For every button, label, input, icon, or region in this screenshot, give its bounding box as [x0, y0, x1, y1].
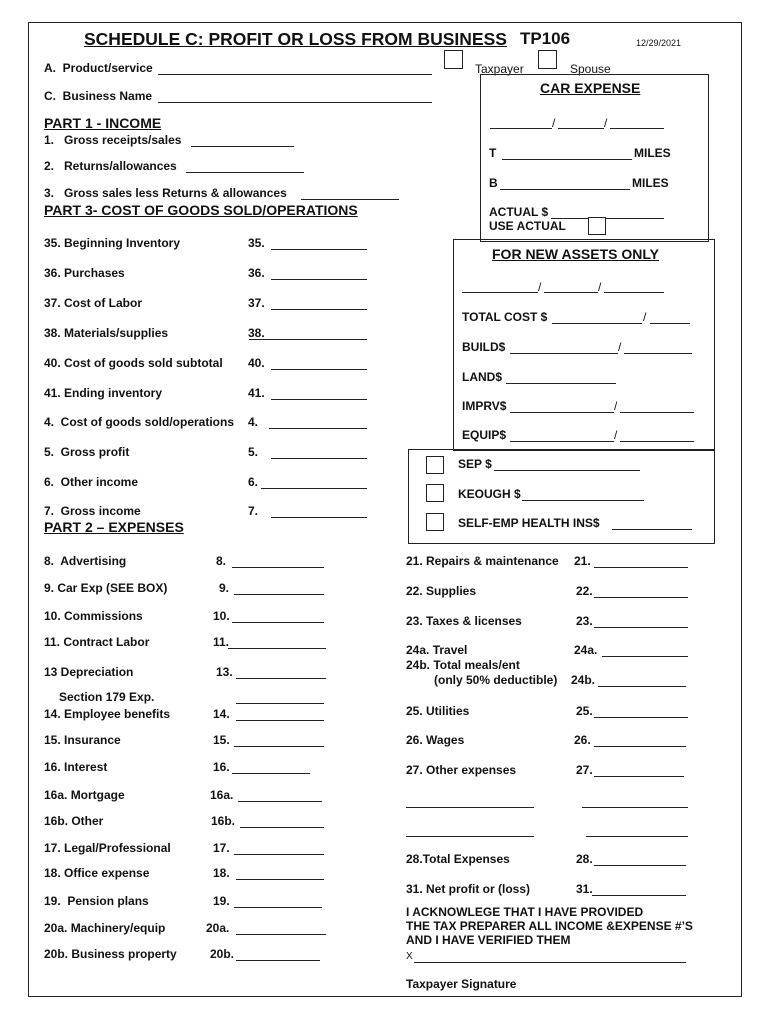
- expense-label: 16. Interest: [44, 760, 108, 774]
- build-label: BUILD$: [462, 340, 506, 354]
- expense-label: 28.Total Expenses: [406, 852, 510, 866]
- expense-amount-field[interactable]: [236, 678, 326, 679]
- cogs-amount-field[interactable]: [271, 458, 367, 459]
- product-field[interactable]: [158, 74, 432, 75]
- ack-line-3: AND I HAVE VERIFIED THEM: [406, 933, 571, 947]
- asset-date-part1[interactable]: [462, 292, 538, 293]
- expense-label: 25. Utilities: [406, 704, 470, 718]
- car-actual-field[interactable]: [551, 218, 664, 219]
- expense-amount-field[interactable]: [236, 934, 326, 935]
- business-name-label: C. Business Name: [44, 89, 153, 103]
- expense-label: 10. Commissions: [44, 609, 143, 623]
- cogs-label: 4. Cost of goods sold/operations: [44, 415, 235, 429]
- keough-field[interactable]: [522, 500, 644, 501]
- expense-amount-field[interactable]: [602, 656, 688, 657]
- expense-line-number: 17.: [213, 841, 230, 855]
- expense-line-number: 14.: [213, 707, 230, 721]
- cogs-line-number: 38.: [248, 326, 265, 340]
- expense-label: 11. Contract Labor: [44, 635, 150, 649]
- expense-label: 22. Supplies: [406, 584, 477, 598]
- equip-slash: /: [614, 428, 618, 442]
- expense-amount-field[interactable]: [232, 622, 324, 623]
- cogs-label: 5. Gross profit: [44, 445, 130, 459]
- expense-amount-field[interactable]: [232, 773, 310, 774]
- expense-label: 23. Taxes & licenses: [406, 614, 522, 628]
- asset-date-part2[interactable]: [544, 292, 598, 293]
- cogs-label: 37. Cost of Labor: [44, 296, 143, 310]
- expense-amount-field[interactable]: [234, 594, 324, 595]
- returns-label: 2. Returns/allowances: [44, 159, 177, 173]
- cogs-line-number: 40.: [248, 356, 265, 370]
- cogs-amount-field[interactable]: [249, 339, 367, 340]
- form-code: TP106: [520, 29, 571, 48]
- health-checkbox[interactable]: [426, 513, 444, 531]
- expense-line-number: 16a.: [210, 788, 234, 802]
- sep-checkbox[interactable]: [426, 456, 444, 474]
- cogs-amount-field[interactable]: [271, 399, 367, 400]
- build-field-2[interactable]: [624, 353, 692, 354]
- expense-line-number: 28.: [576, 852, 593, 866]
- cogs-label: 35. Beginning Inventory: [44, 236, 181, 250]
- cogs-amount-field[interactable]: [271, 249, 367, 250]
- car-b-miles-field[interactable]: [500, 189, 630, 190]
- expense-amount-field[interactable]: [236, 720, 324, 721]
- expense-line-number: 24a.: [574, 643, 598, 657]
- imprv-field-2[interactable]: [620, 412, 694, 413]
- expense-amount-field[interactable]: [594, 597, 688, 598]
- other-expense-amount-1[interactable]: [582, 807, 688, 808]
- other-expense-desc-2[interactable]: [406, 836, 534, 837]
- expense-line-number: 22.: [576, 584, 593, 598]
- cogs-label: 38. Materials/supplies: [44, 326, 169, 340]
- expense-amount-field[interactable]: [594, 776, 684, 777]
- cogs-label: 41. Ending inventory: [44, 386, 163, 400]
- health-label: SELF-EMP HEALTH INS$: [458, 516, 600, 530]
- car-expense-heading: CAR EXPENSE: [540, 80, 641, 96]
- expense-line-number: 21.: [574, 554, 591, 568]
- ack-line-2: THE TAX PREPARER ALL INCOME &EXPENSE #’S: [406, 919, 693, 933]
- expense-label: (only 50% deductible): [434, 673, 558, 687]
- expense-label: 18. Office expense: [44, 866, 150, 880]
- land-label: LAND$: [462, 370, 503, 384]
- expense-line-number: 10.: [213, 609, 230, 623]
- land-field[interactable]: [506, 383, 616, 384]
- form-date: 12/29/2021: [636, 38, 682, 48]
- expense-label: 8. Advertising: [44, 554, 127, 568]
- cogs-amount-field[interactable]: [271, 309, 367, 310]
- expense-line-number: 19.: [213, 894, 230, 908]
- cogs-line-number: 41.: [248, 386, 265, 400]
- part2-heading: PART 2 – EXPENSES: [44, 519, 184, 535]
- cogs-line-number: 37.: [248, 296, 265, 310]
- cogs-line-number: 5.: [248, 445, 259, 459]
- expense-line-number: 26.: [574, 733, 591, 747]
- new-assets-heading: FOR NEW ASSETS ONLY: [492, 246, 659, 262]
- expense-line-number: 8.: [216, 554, 227, 568]
- expense-line-number: 15.: [213, 733, 230, 747]
- car-miles-label-1: MILES: [634, 146, 671, 160]
- expense-label: 15. Insurance: [44, 733, 121, 747]
- expense-label: 14. Employee benefits: [44, 707, 171, 721]
- expense-line-number: 11.: [213, 635, 230, 649]
- expense-amount-field[interactable]: [234, 746, 324, 747]
- expense-amount-field[interactable]: [234, 854, 324, 855]
- car-date-slash2: /: [604, 116, 608, 130]
- expense-amount-field[interactable]: [238, 801, 322, 802]
- expense-label: 26. Wages: [406, 733, 465, 747]
- ack-line-1: I ACKNOWLEGE THAT I HAVE PROVIDED: [406, 905, 644, 919]
- use-actual-label: USE ACTUAL: [489, 219, 566, 233]
- expense-line-number: 16b.: [211, 814, 236, 828]
- cogs-label: 36. Purchases: [44, 266, 125, 280]
- sep-label: SEP $: [458, 457, 492, 471]
- total-cost-slash: /: [643, 310, 647, 324]
- spouse-checkbox[interactable]: [538, 50, 557, 69]
- imprv-label: IMPRV$: [462, 399, 507, 413]
- other-expense-desc-1[interactable]: [406, 807, 534, 808]
- expense-line-number: 20a.: [206, 921, 230, 935]
- expense-amount-field[interactable]: [598, 686, 686, 687]
- expense-amount-field[interactable]: [236, 879, 324, 880]
- cogs-amount-field[interactable]: [269, 428, 367, 429]
- taxpayer-label: Taxpayer: [475, 62, 524, 76]
- expense-label: 20b. Business property: [44, 947, 177, 961]
- imprv-slash: /: [614, 399, 618, 413]
- car-date-part3[interactable]: [610, 128, 664, 129]
- gross-sales-label: 3. Gross sales less Returns & allowances: [44, 186, 287, 200]
- expense-amount-field[interactable]: [234, 907, 322, 908]
- imprv-field-1[interactable]: [510, 412, 614, 413]
- returns-field[interactable]: [186, 172, 304, 173]
- equip-label: EQUIP$: [462, 428, 507, 442]
- taxpayer-checkbox[interactable]: [444, 50, 463, 69]
- expense-amount-field[interactable]: [228, 648, 326, 649]
- build-slash: /: [618, 340, 622, 354]
- expense-amount-field[interactable]: [594, 627, 688, 628]
- other-expense-amount-2[interactable]: [586, 836, 688, 837]
- cogs-line-number: 4.: [248, 415, 259, 429]
- cogs-amount-field[interactable]: [271, 369, 367, 370]
- signature-label: Taxpayer Signature: [406, 977, 517, 991]
- car-miles-label-2: MILES: [632, 176, 669, 190]
- expense-label: 13 Depreciation: [44, 665, 134, 679]
- health-field[interactable]: [612, 529, 692, 530]
- gross-receipts-label: 1. Gross receipts/sales: [44, 133, 182, 147]
- expense-line-number: 9.: [219, 581, 230, 595]
- car-date-part1[interactable]: [490, 128, 552, 129]
- expense-label: 19. Pension plans: [44, 894, 149, 908]
- expense-line-number: 13.: [216, 665, 233, 679]
- expense-label: 24a. Travel: [406, 643, 468, 657]
- cogs-amount-field[interactable]: [271, 517, 367, 518]
- cogs-line-number: 35.: [248, 236, 265, 250]
- expense-amount-field[interactable]: [592, 895, 686, 896]
- expense-label: 17. Legal/Professional: [44, 841, 171, 855]
- business-name-field[interactable]: [158, 102, 432, 103]
- expense-line-number: 18.: [213, 866, 230, 880]
- part1-heading: PART 1 - INCOME: [44, 115, 162, 131]
- use-actual-checkbox[interactable]: [588, 217, 606, 235]
- car-actual-label: ACTUAL $: [489, 205, 549, 219]
- expense-amount-field[interactable]: [594, 717, 688, 718]
- asset-date-part3[interactable]: [604, 292, 664, 293]
- cogs-line-number: 6.: [248, 475, 259, 489]
- cogs-amount-field[interactable]: [271, 279, 367, 280]
- expense-amount-field[interactable]: [236, 960, 320, 961]
- expense-amount-field[interactable]: [232, 567, 324, 568]
- product-label: A. Product/service: [44, 61, 153, 75]
- car-b-label: B: [489, 176, 498, 190]
- expense-line-number: 20b.: [210, 947, 235, 961]
- expense-label: Section 179 Exp.: [59, 690, 155, 704]
- expense-amount-field[interactable]: [236, 703, 324, 704]
- total-cost-field-1[interactable]: [552, 323, 642, 324]
- expense-amount-field[interactable]: [594, 865, 686, 866]
- sep-field[interactable]: [494, 470, 640, 471]
- expense-amount-field[interactable]: [240, 827, 324, 828]
- keough-checkbox[interactable]: [426, 484, 444, 502]
- expense-line-number: 16.: [213, 760, 230, 774]
- car-t-miles-field[interactable]: [502, 159, 632, 160]
- equip-field-2[interactable]: [620, 441, 694, 442]
- cogs-label: 7. Gross income: [44, 504, 141, 518]
- expense-line-number: 25.: [576, 704, 593, 718]
- cogs-line-number: 7.: [248, 504, 259, 518]
- expense-label: 9. Car Exp (SEE BOX): [44, 581, 168, 595]
- keough-label: KEOUGH $: [458, 487, 521, 501]
- expense-label: 21. Repairs & maintenance: [406, 554, 559, 568]
- expense-line-number: 24b.: [571, 673, 596, 687]
- expense-amount-field[interactable]: [594, 746, 686, 747]
- signature-x-mark: X: [406, 951, 413, 962]
- signature-field[interactable]: [414, 962, 686, 963]
- car-t-label: T: [489, 146, 497, 160]
- expense-label: 31. Net profit or (loss): [406, 882, 531, 896]
- expense-label: 16a. Mortgage: [44, 788, 125, 802]
- gross-sales-field[interactable]: [301, 199, 399, 200]
- expense-label: 20a. Machinery/equip: [44, 921, 166, 935]
- cogs-amount-field[interactable]: [261, 488, 367, 489]
- cogs-label: 6. Other income: [44, 475, 139, 489]
- car-date-part2[interactable]: [558, 128, 604, 129]
- cogs-label: 40. Cost of goods sold subtotal: [44, 356, 223, 370]
- part3-heading: PART 3- COST OF GOODS SOLD/OPERATIONS: [44, 202, 358, 218]
- expense-line-number: 23.: [576, 614, 593, 628]
- spouse-label: Spouse: [570, 62, 611, 76]
- expense-label: 16b. Other: [44, 814, 104, 828]
- gross-receipts-field[interactable]: [191, 146, 294, 147]
- total-cost-label: TOTAL COST $: [462, 310, 548, 324]
- expense-label: 27. Other expenses: [406, 763, 517, 777]
- cogs-line-number: 36.: [248, 266, 265, 280]
- total-cost-field-2[interactable]: [650, 323, 690, 324]
- form-title: SCHEDULE C: PROFIT OR LOSS FROM BUSINESS: [84, 29, 507, 49]
- build-field-1[interactable]: [510, 353, 618, 354]
- asset-date-slash1: /: [538, 280, 542, 294]
- expense-line-number: 31.: [576, 882, 593, 896]
- expense-label: 24b. Total meals/ent: [406, 658, 520, 672]
- expense-line-number: 27.: [576, 763, 593, 777]
- asset-date-slash2: /: [598, 280, 602, 294]
- car-date-slash1: /: [552, 116, 556, 130]
- equip-field-1[interactable]: [510, 441, 614, 442]
- expense-amount-field[interactable]: [594, 567, 688, 568]
